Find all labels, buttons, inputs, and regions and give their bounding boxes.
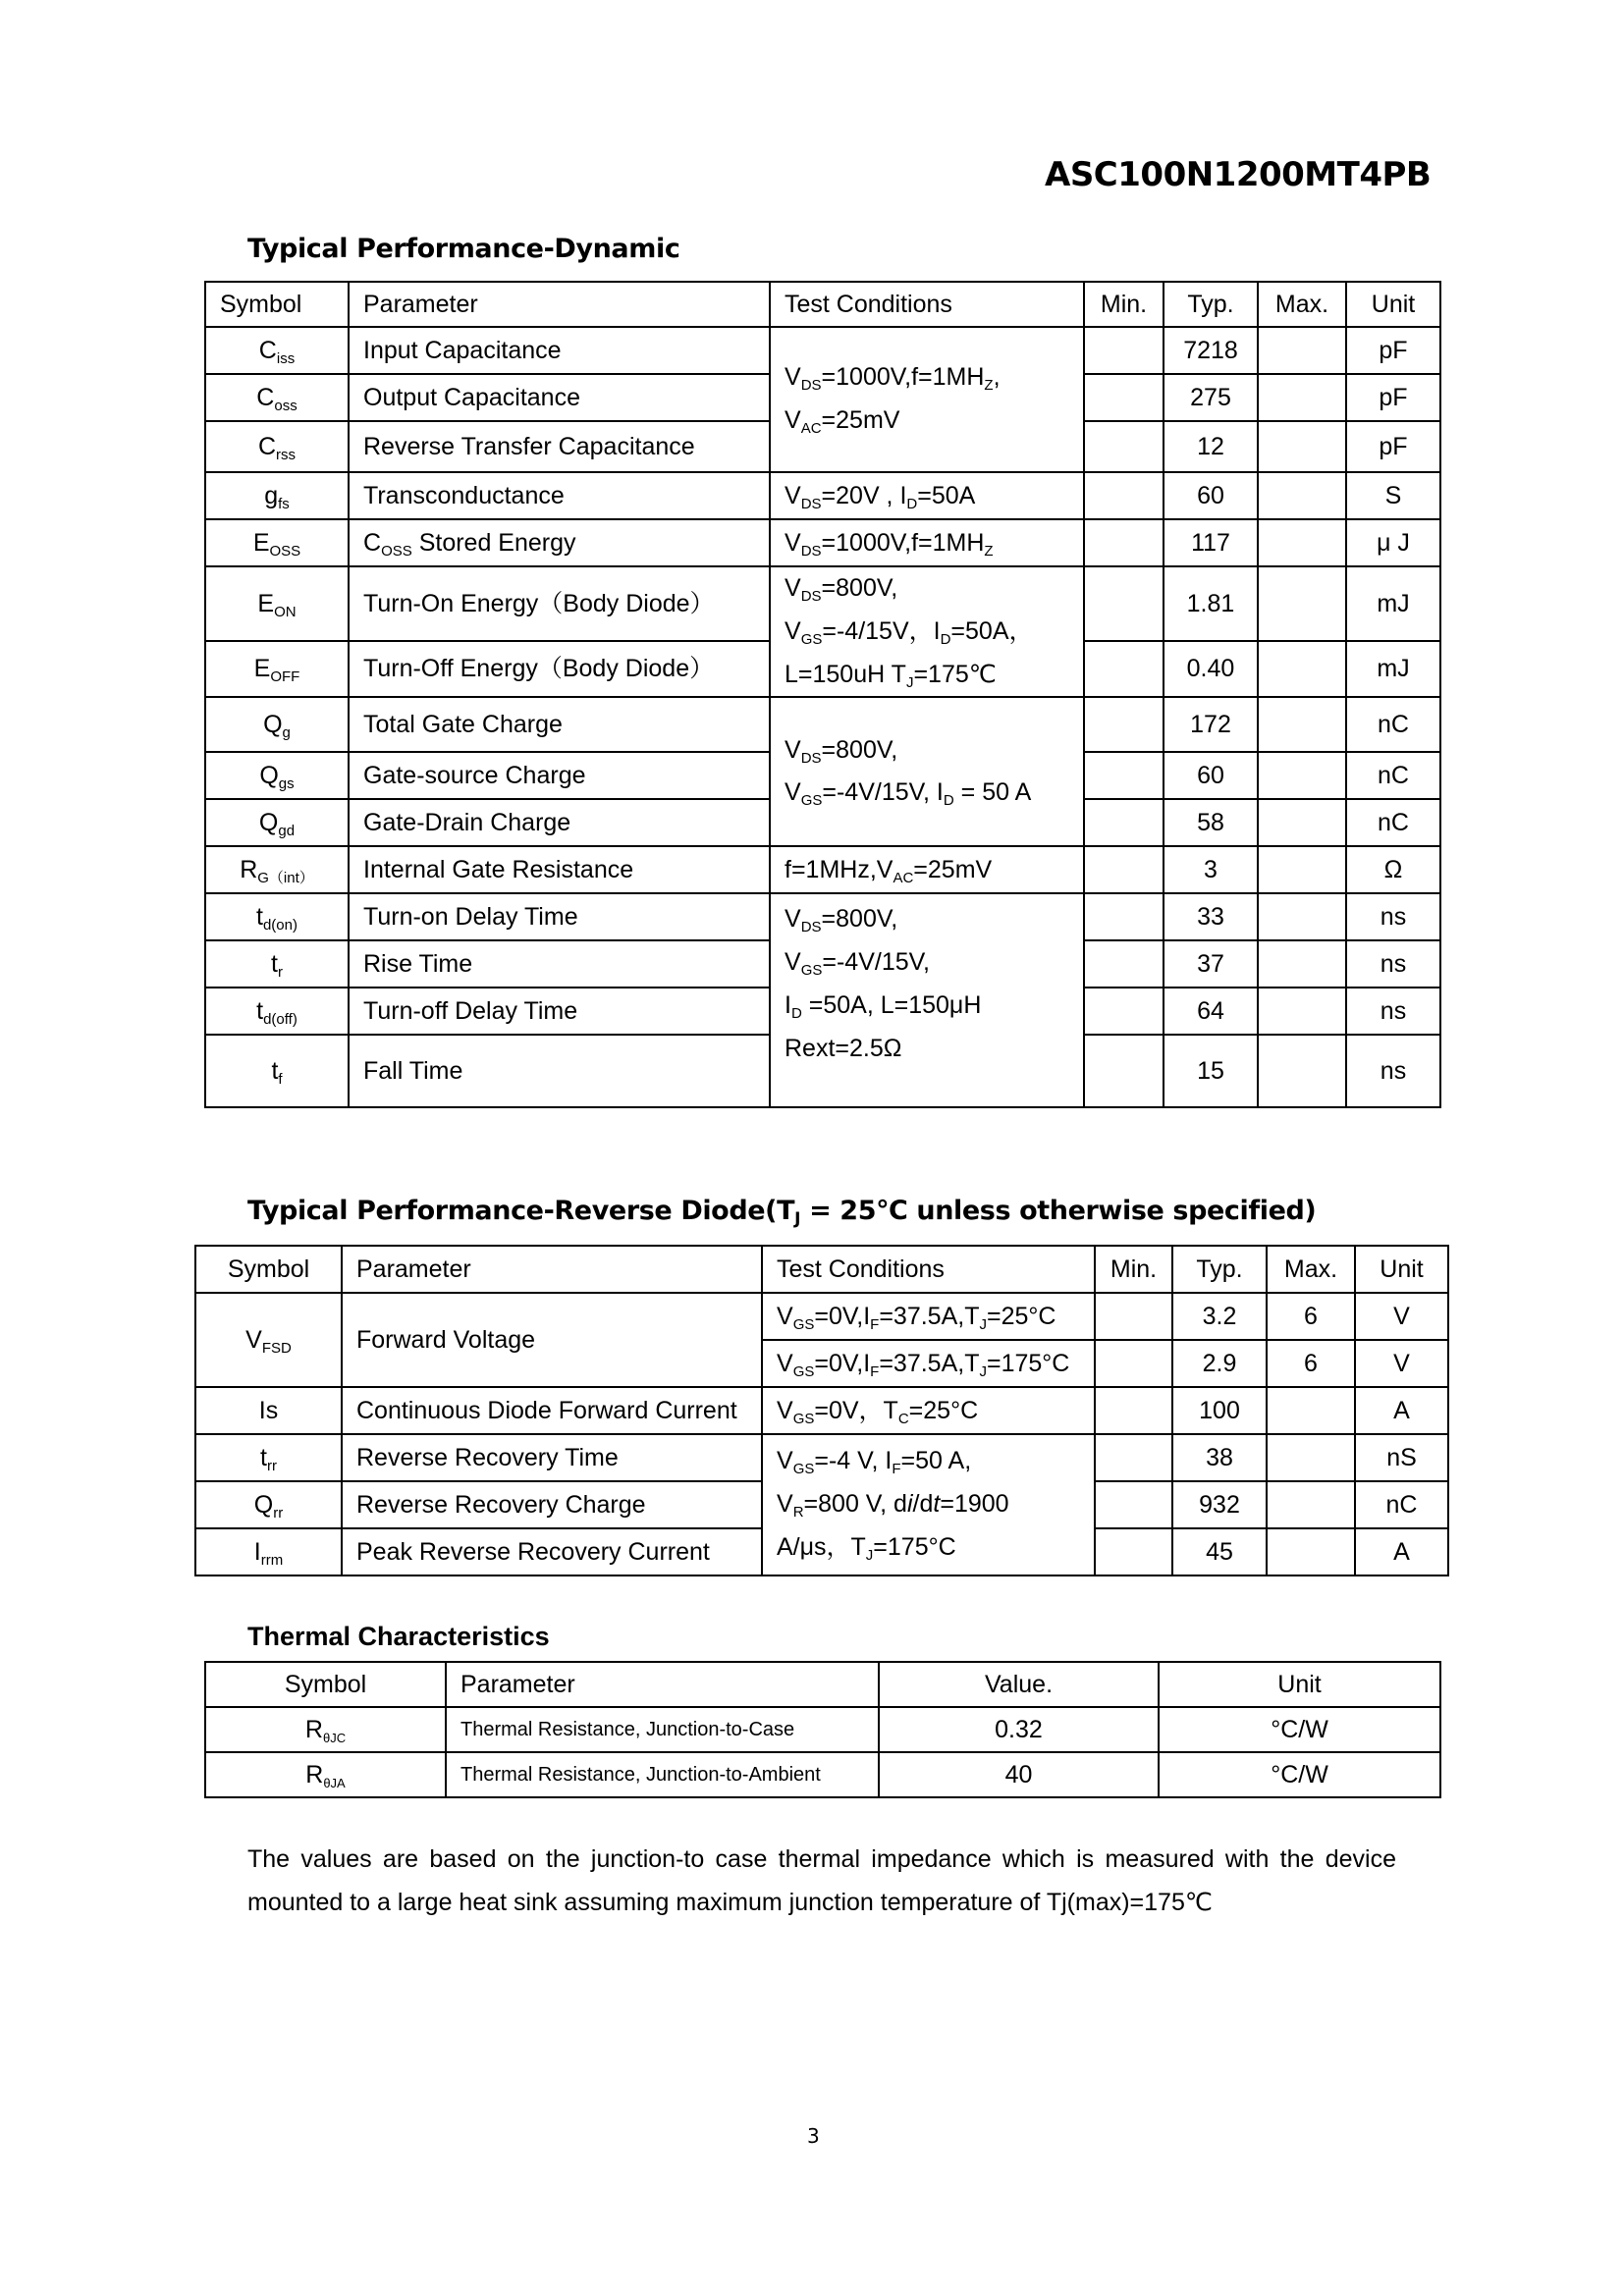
parameter-cell: Input Capacitance (349, 327, 770, 374)
typ-cell: 33 (1164, 893, 1258, 940)
symbol-cell: $R_{\theta JC}$ (205, 1707, 446, 1752)
header-typ: Typ. (1172, 1246, 1267, 1293)
thermal-section-title: Thermal Characteristics (247, 1622, 550, 1651)
unit-cell: ns (1346, 1035, 1440, 1107)
unit-cell: A (1355, 1387, 1448, 1434)
typ-cell: 3 (1164, 846, 1258, 893)
header-parameter: Parameter (342, 1246, 762, 1293)
parameter-cell: Reverse Recovery Charge (342, 1481, 762, 1528)
typ-cell: 2.9 (1172, 1340, 1267, 1387)
symbol-cell: $R_{\theta JA}$ (205, 1752, 446, 1797)
symbol-cell: $V_{FSD}$ (195, 1293, 342, 1387)
header-max: Max. (1258, 282, 1346, 327)
table-row (205, 327, 1440, 374)
symbol-cell: $E_{OSS}$ (205, 519, 349, 566)
min-cell (1084, 519, 1164, 566)
typ-cell: 64 (1164, 988, 1258, 1035)
header-unit: Unit (1346, 282, 1440, 327)
symbol-cell: $Q_{gs}$ (205, 752, 349, 799)
unit-cell: nS (1355, 1434, 1448, 1481)
test-conditions-cell: $V_{GS}=-4$ V, $I_F=50$ A, $V_R=800$ V, di/dt=1900 A/μs，$T_J=175^\circ C$ (762, 1434, 1095, 1575)
min-cell (1084, 697, 1164, 752)
test-conditions-cell: $V_{GS}=0V,I_F=37.5A,T_J=175^\circ C$ (762, 1340, 1095, 1387)
max-cell (1258, 566, 1346, 641)
min-cell (1084, 421, 1164, 472)
min-cell (1095, 1293, 1172, 1340)
unit-cell: ns (1346, 893, 1440, 940)
typ-cell: 45 (1172, 1528, 1267, 1575)
header-parameter: Parameter (349, 282, 770, 327)
parameter-cell: Fall Time (349, 1035, 770, 1107)
unit-cell: nC (1346, 697, 1440, 752)
symbol-cell: $Q_{gd}$ (205, 799, 349, 846)
symbol-cell: $I_{rrm}$ (195, 1528, 342, 1575)
max-cell (1258, 472, 1346, 519)
max-cell (1258, 1035, 1346, 1107)
unit-cell: S (1346, 472, 1440, 519)
typ-cell: 117 (1164, 519, 1258, 566)
min-cell (1084, 988, 1164, 1035)
test-conditions-cell: $f=1MHz,V_{AC}=25mV$ (770, 846, 1084, 893)
table-header-row (195, 1246, 1448, 1293)
thermal-table (204, 1661, 1441, 1798)
parameter-cell: Output Capacitance (349, 374, 770, 421)
typ-cell: 7218 (1164, 327, 1258, 374)
unit-cell: pF (1346, 421, 1440, 472)
dynamic-section-title: Typical Performance-Dynamic (247, 234, 680, 264)
symbol-cell: $R_{G(int)}$ (205, 846, 349, 893)
max-cell: 6 (1267, 1293, 1355, 1340)
header-test-conditions: Test Conditions (762, 1246, 1095, 1293)
min-cell (1084, 940, 1164, 988)
unit-cell: mJ (1346, 641, 1440, 697)
min-cell (1095, 1387, 1172, 1434)
table-row (205, 893, 1440, 940)
symbol-cell: $E_{OFF}$ (205, 641, 349, 697)
page-number: 3 (807, 2124, 820, 2148)
header-value: Value. (879, 1662, 1159, 1707)
header-max: Max. (1267, 1246, 1355, 1293)
parameter-cell: Thermal Resistance, Junction-to-Case (446, 1707, 879, 1752)
unit-cell: nC (1346, 752, 1440, 799)
table-row (205, 1752, 1440, 1797)
min-cell (1084, 846, 1164, 893)
table-row (205, 1707, 1440, 1752)
symbol-cell: $g_{fs}$ (205, 472, 349, 519)
header-min: Min. (1084, 282, 1164, 327)
symbol-cell: $C_{rss}$ (205, 421, 349, 472)
thermal-note: The values are based on the junction-to case thermal impedance which is measured with the device mounted to a large heat sink assuming maximum junction temperature of Tj(max)=175℃ (247, 1845, 1396, 1916)
unit-cell: μ J (1346, 519, 1440, 566)
symbol-cell: $E_{ON}$ (205, 566, 349, 641)
header-unit: Unit (1159, 1662, 1440, 1707)
test-conditions-cell: $V_{DS}=1000V,f=1MH_Z$, $V_{AC}=25mV$ (770, 327, 1084, 472)
unit-cell: V (1355, 1340, 1448, 1387)
parameter-cell: Turn-Off Energy（Body Diode） (349, 641, 770, 697)
value-cell: 0.32 (879, 1707, 1159, 1752)
parameter-cell: Internal Gate Resistance (349, 846, 770, 893)
table-row (205, 472, 1440, 519)
min-cell (1084, 327, 1164, 374)
dynamic-table (204, 281, 1441, 1108)
parameter-cell: Reverse Transfer Capacitance (349, 421, 770, 472)
unit-cell: pF (1346, 327, 1440, 374)
symbol-cell: $C_{iss}$ (205, 327, 349, 374)
table-row (205, 846, 1440, 893)
max-cell (1258, 519, 1346, 566)
max-cell: 6 (1267, 1340, 1355, 1387)
max-cell (1258, 327, 1346, 374)
max-cell (1258, 697, 1346, 752)
min-cell (1095, 1434, 1172, 1481)
unit-cell: Ω (1346, 846, 1440, 893)
min-cell (1084, 566, 1164, 641)
table-row (195, 1293, 1448, 1340)
typ-cell: 37 (1164, 940, 1258, 988)
unit-cell: A (1355, 1528, 1448, 1575)
table-row (205, 566, 1440, 641)
symbol-cell: Is (195, 1387, 342, 1434)
min-cell (1095, 1340, 1172, 1387)
max-cell (1258, 641, 1346, 697)
min-cell (1084, 374, 1164, 421)
max-cell (1258, 374, 1346, 421)
max-cell (1267, 1387, 1355, 1434)
header-parameter: Parameter (446, 1662, 879, 1707)
typ-cell: 1.81 (1164, 566, 1258, 641)
unit-cell: ns (1346, 940, 1440, 988)
reverse-diode-section-title: Typical Performance-Reverse $Diode(T_J$ = 25℃ unless otherwise specified) (247, 1196, 1317, 1229)
table-row (205, 519, 1440, 566)
typ-cell: 3.2 (1172, 1293, 1267, 1340)
min-cell (1084, 1035, 1164, 1107)
parameter-cell: Gate-source Charge (349, 752, 770, 799)
header-unit: Unit (1355, 1246, 1448, 1293)
table-header-row (205, 282, 1440, 327)
unit-cell: nC (1346, 799, 1440, 846)
typ-cell: 15 (1164, 1035, 1258, 1107)
unit-cell: ns (1346, 988, 1440, 1035)
parameter-cell: Transconductance (349, 472, 770, 519)
value-cell: 40 (879, 1752, 1159, 1797)
symbol-cell: $t_{d(off)}$ (205, 988, 349, 1035)
parameter-cell: Rise Time (349, 940, 770, 988)
max-cell (1258, 421, 1346, 472)
header-min: Min. (1095, 1246, 1172, 1293)
typ-cell: 172 (1164, 697, 1258, 752)
symbol-cell: $Q_{rr}$ (195, 1481, 342, 1528)
unit-cell: V (1355, 1293, 1448, 1340)
max-cell (1258, 752, 1346, 799)
symbol-cell: $C_{oss}$ (205, 374, 349, 421)
typ-cell: 60 (1164, 472, 1258, 519)
max-cell (1258, 893, 1346, 940)
parameter-cell: $C_{OSS}$ Stored Energy (349, 519, 770, 566)
parameter-cell: Reverse Recovery Time (342, 1434, 762, 1481)
parameter-cell: Thermal Resistance, Junction-to-Ambient (446, 1752, 879, 1797)
min-cell (1084, 799, 1164, 846)
test-conditions-cell: $V_{DS}=800V$, $V_{GS}=-4V/15V$, $I_D = 50$ A (770, 697, 1084, 846)
max-cell (1258, 940, 1346, 988)
min-cell (1084, 641, 1164, 697)
unit-cell: nC (1355, 1481, 1448, 1528)
typ-cell: 275 (1164, 374, 1258, 421)
symbol-cell: $t_f$ (205, 1035, 349, 1107)
typ-cell: 38 (1172, 1434, 1267, 1481)
symbol-cell: $Q_g$ (205, 697, 349, 752)
max-cell (1267, 1434, 1355, 1481)
typ-cell: 100 (1172, 1387, 1267, 1434)
typ-cell: 12 (1164, 421, 1258, 472)
max-cell (1267, 1481, 1355, 1528)
symbol-cell: $t_r$ (205, 940, 349, 988)
header-typ: Typ. (1164, 282, 1258, 327)
parameter-cell: Turn-On Energy（Body Diode） (349, 566, 770, 641)
header-test-conditions: Test Conditions (770, 282, 1084, 327)
min-cell (1084, 893, 1164, 940)
unit-cell: °C/W (1159, 1707, 1440, 1752)
unit-cell: °C/W (1159, 1752, 1440, 1797)
parameter-cell: Total Gate Charge (349, 697, 770, 752)
parameter-cell: Forward Voltage (342, 1293, 762, 1387)
parameter-cell: Turn-on Delay Time (349, 893, 770, 940)
table-header-row (205, 1662, 1440, 1707)
table-row (205, 697, 1440, 752)
unit-cell: mJ (1346, 566, 1440, 641)
max-cell (1267, 1528, 1355, 1575)
part-number: ASC100N1200MT4PB (1045, 155, 1432, 194)
parameter-cell: Gate-Drain Charge (349, 799, 770, 846)
max-cell (1258, 988, 1346, 1035)
reverse-diode-table (194, 1245, 1449, 1576)
min-cell (1095, 1481, 1172, 1528)
min-cell (1095, 1528, 1172, 1575)
header-symbol: Symbol (195, 1246, 342, 1293)
header-symbol: Symbol (205, 282, 349, 327)
table-row (195, 1434, 1448, 1481)
typ-cell: 58 (1164, 799, 1258, 846)
table-row (195, 1387, 1448, 1434)
typ-cell: 0.40 (1164, 641, 1258, 697)
typ-cell: 60 (1164, 752, 1258, 799)
max-cell (1258, 846, 1346, 893)
parameter-cell: Continuous Diode Forward Current (342, 1387, 762, 1434)
symbol-cell: $t_{d(on)}$ (205, 893, 349, 940)
parameter-cell: Peak Reverse Recovery Current (342, 1528, 762, 1575)
symbol-cell: $t_{rr}$ (195, 1434, 342, 1481)
min-cell (1084, 472, 1164, 519)
test-conditions-cell: $V_{GS}=0V,I_F=37.5A,T_J=25^\circ C$ (762, 1293, 1095, 1340)
max-cell (1258, 799, 1346, 846)
test-conditions-cell: $V_{DS}=800V$, $V_{GS}=-4/15V$，$I_D=50A$， L=150uH $T_J=175℃$ (770, 566, 1084, 697)
parameter-cell: Turn-off Delay Time (349, 988, 770, 1035)
typ-cell: 932 (1172, 1481, 1267, 1528)
test-conditions-cell: $V_{DS}=800V$, $V_{GS}=-4V/15V$, $I_D =50A$, L=150μH Rext=2.5Ω (770, 893, 1084, 1107)
min-cell (1084, 752, 1164, 799)
unit-cell: pF (1346, 374, 1440, 421)
test-conditions-cell: $V_{GS}=0V$，$T_C=25^\circ C$ (762, 1387, 1095, 1434)
test-conditions-cell: $V_{DS}=1000V,f=1MH_Z$ (770, 519, 1084, 566)
test-conditions-cell: $V_{DS}=20V$ , $I_D=50A$ (770, 472, 1084, 519)
header-symbol: Symbol (205, 1662, 446, 1707)
